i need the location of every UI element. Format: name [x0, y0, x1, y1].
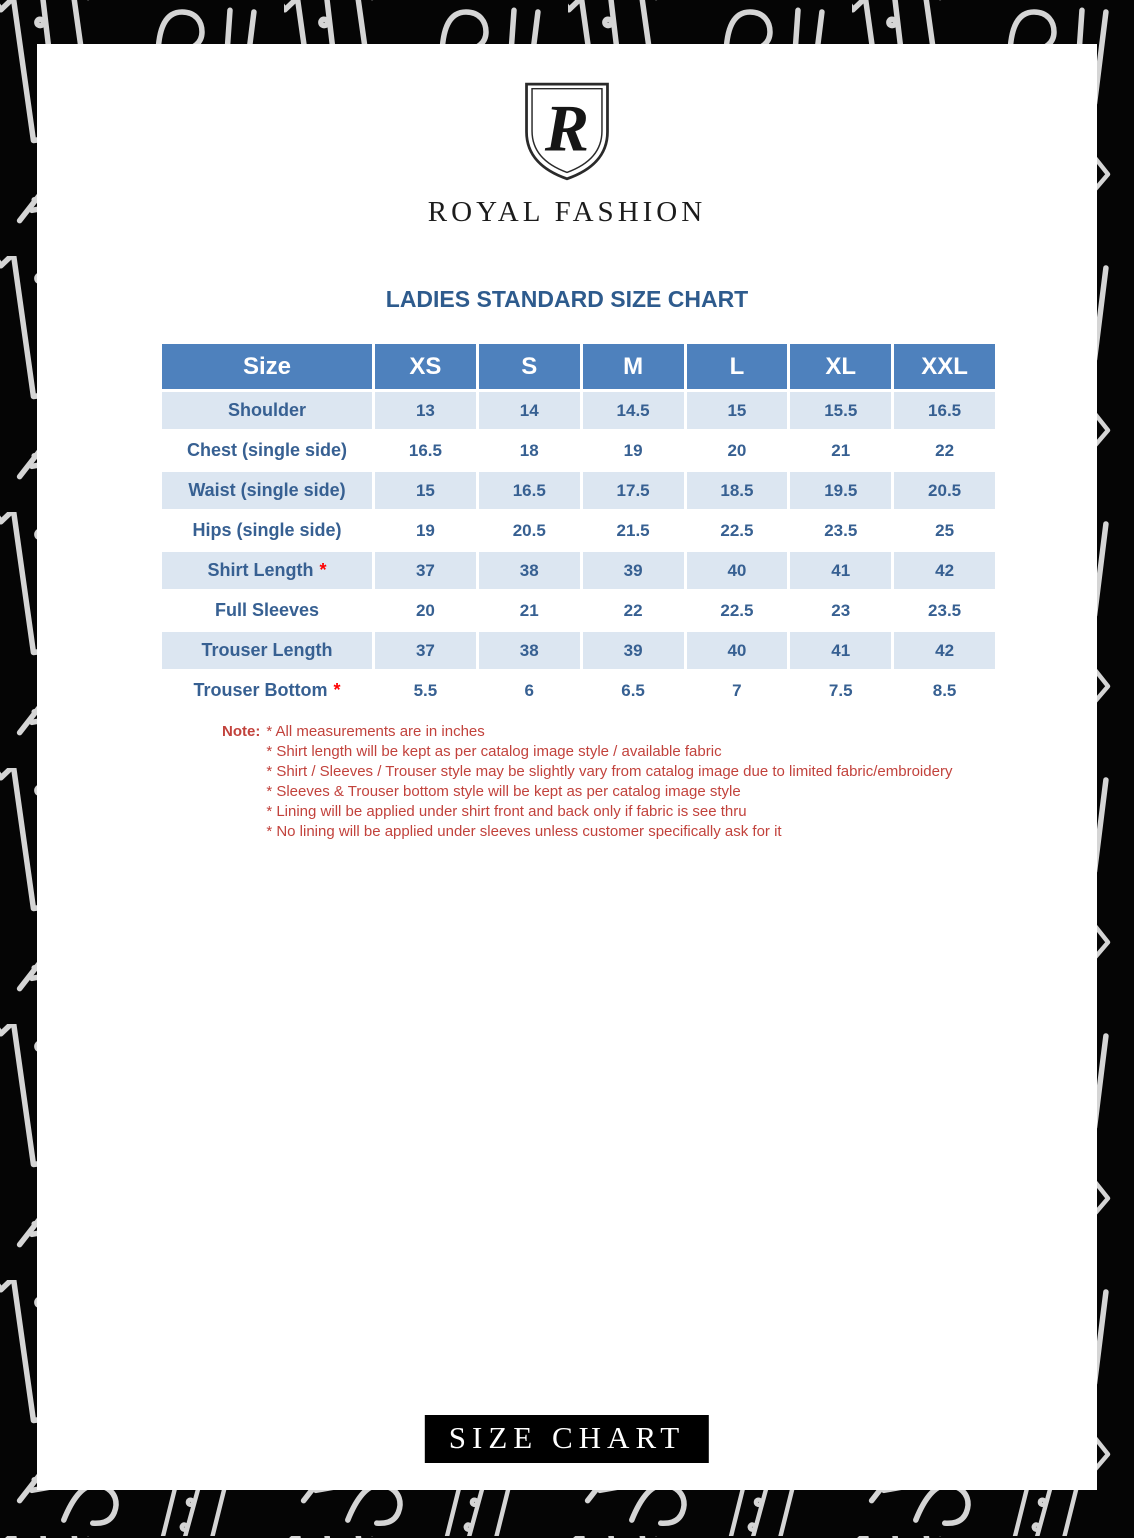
value-cell: 18.5 [687, 472, 788, 509]
value-cell: 40 [687, 632, 788, 669]
note-label: Note: [222, 723, 261, 740]
value-cell: 16.5 [479, 472, 580, 509]
value-cell: 7 [687, 672, 788, 709]
value-cell: 23.5 [894, 592, 995, 629]
value-cell: 42 [894, 632, 995, 669]
value-cell: 39 [583, 632, 684, 669]
value-cell: 21 [790, 432, 891, 469]
value-cell: 19.5 [790, 472, 891, 509]
page [37, 44, 1097, 1490]
brand-logo [37, 80, 1097, 229]
value-cell: 7.5 [790, 672, 891, 709]
note-line: * All measurements are in inches [266, 723, 485, 740]
value-cell: 37 [375, 552, 476, 589]
column-header-s: S [479, 344, 580, 389]
value-cell: 20 [687, 432, 788, 469]
value-cell: 18 [479, 432, 580, 469]
column-header-size: Size [162, 344, 372, 389]
value-cell: 17.5 [583, 472, 684, 509]
value-cell: 22.5 [687, 592, 788, 629]
value-cell: 38 [479, 552, 580, 589]
value-cell: 42 [894, 552, 995, 589]
value-cell: 20 [375, 592, 476, 629]
column-header-l: L [687, 344, 788, 389]
value-cell: 16.5 [894, 392, 995, 429]
value-cell: 38 [479, 632, 580, 669]
note-items [266, 722, 952, 842]
value-cell: 37 [375, 632, 476, 669]
brand-name: ROYAL FASHION [427, 196, 707, 228]
value-cell: 16.5 [375, 432, 476, 469]
row-label-cell: Full Sleeves [162, 592, 372, 629]
value-cell: 15 [375, 472, 476, 509]
value-cell: 41 [790, 552, 891, 589]
value-cell: 21.5 [583, 512, 684, 549]
row-label-cell: Trouser Bottom * [162, 672, 372, 709]
value-cell: 20.5 [894, 472, 995, 509]
value-cell: 19 [583, 432, 684, 469]
value-cell: 19 [375, 512, 476, 549]
page-title: LADIES STANDARD SIZE CHART [385, 286, 749, 312]
value-cell: 22 [583, 592, 684, 629]
note-line: * Lining will be applied under shirt front and back only if fabric is see thru [266, 803, 747, 820]
value-cell: 14.5 [583, 392, 684, 429]
row-label-cell: Chest (single side) [162, 432, 372, 469]
value-cell: 5.5 [375, 672, 476, 709]
value-cell: 23 [790, 592, 891, 629]
column-header-xs: XS [375, 344, 476, 389]
value-cell: 14 [479, 392, 580, 429]
note-line: * Sleeves & Trouser bottom style will be kept as per catalog image style [266, 783, 741, 800]
value-cell: 22 [894, 432, 995, 469]
value-cell: 15 [687, 392, 788, 429]
column-header-xl: XL [790, 344, 891, 389]
red-asterisk: * [333, 680, 341, 700]
size-chart-banner: SIZE CHART [425, 1415, 709, 1463]
note-line: * Shirt length will be kept as per catalog image style / available fabric [266, 743, 722, 760]
value-cell: 21 [479, 592, 580, 629]
row-label-cell: Waist (single side) [162, 472, 372, 509]
monogram-letter: R [544, 92, 590, 166]
row-label-cell: Hips (single side) [162, 512, 372, 549]
red-asterisk: * [319, 560, 327, 580]
value-cell: 20.5 [479, 512, 580, 549]
value-cell: 15.5 [790, 392, 891, 429]
value-cell: 25 [894, 512, 995, 549]
value-cell: 41 [790, 632, 891, 669]
value-cell: 6.5 [583, 672, 684, 709]
shield-monogram-icon [521, 80, 613, 182]
value-cell: 39 [583, 552, 684, 589]
value-cell: 6 [479, 672, 580, 709]
value-cell: 8.5 [894, 672, 995, 709]
column-header-m: M [583, 344, 684, 389]
value-cell: 40 [687, 552, 788, 589]
row-label-cell: Shirt Length * [162, 552, 372, 589]
column-header-xxl: XXL [894, 344, 995, 389]
value-cell: 22.5 [687, 512, 788, 549]
row-label-cell: Trouser Length [162, 632, 372, 669]
notes-section [222, 722, 952, 842]
value-cell: 23.5 [790, 512, 891, 549]
note-line: * Shirt / Sleeves / Trouser style may be slightly vary from catalog image due to limited fabric/embroidery [266, 763, 953, 780]
row-label-cell: Shoulder [162, 392, 372, 429]
value-cell: 13 [375, 392, 476, 429]
size-chart-table [162, 344, 995, 709]
note-line: * No lining will be applied under sleeves unless customer specifically ask for it [266, 823, 782, 840]
